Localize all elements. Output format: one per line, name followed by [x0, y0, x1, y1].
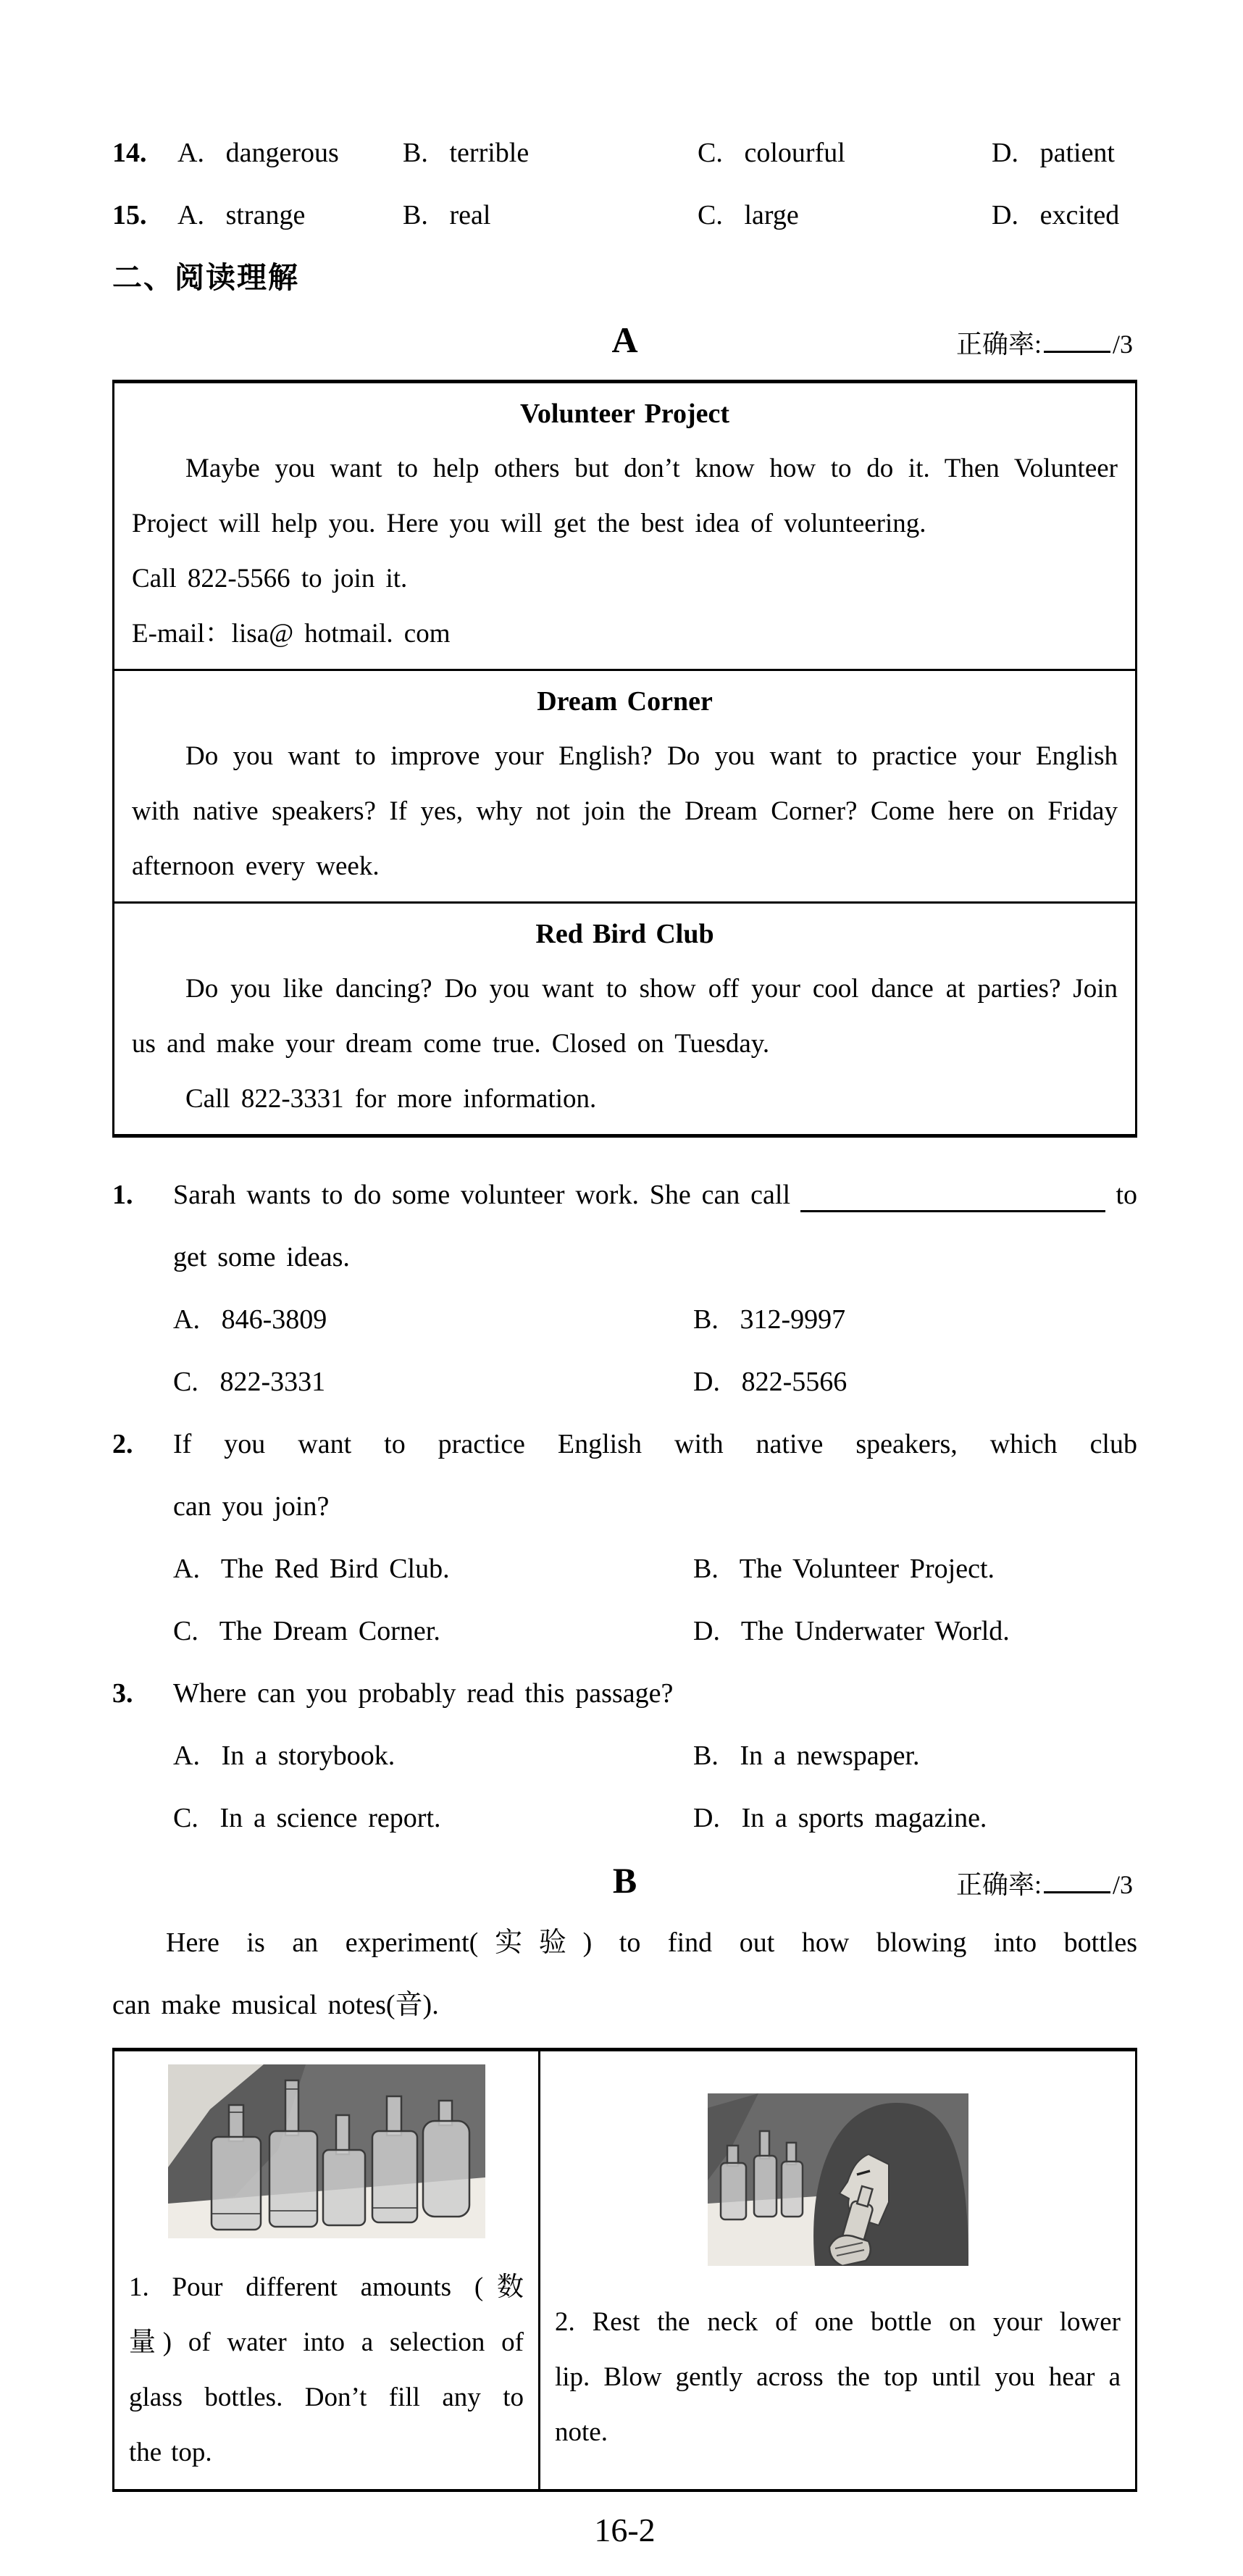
- part-b-accuracy: [956, 1849, 1133, 1916]
- question-line: [173, 1475, 1137, 1538]
- cloze-number: 15.: [112, 200, 147, 230]
- question-list: [112, 1164, 1137, 1849]
- passage-line: us and make your dream come true. Closed on Tuesday.: [132, 1029, 770, 1059]
- cloze-option-a: A. dangerous: [177, 138, 339, 168]
- cloze-number: 14.: [112, 138, 147, 168]
- option-a: A. 846-3809: [173, 1304, 327, 1335]
- bottles-sketch-svg: [168, 2064, 485, 2238]
- accuracy-label: 正确率:: [955, 1870, 1042, 1899]
- instruction-line: glass bottles. Don’t fill any to: [129, 2383, 524, 2412]
- cloze-option-b: B. terrible: [403, 138, 530, 168]
- girl-blowing-bottle-image: [708, 2093, 968, 2266]
- experiment-step-1-cell: [114, 2051, 540, 2489]
- question-text: Sarah wants to do some volunteer work. She can call: [173, 1180, 791, 1210]
- accuracy-label: 正确率:: [955, 330, 1042, 359]
- part-b-label: B: [612, 1860, 637, 1901]
- question-text: If you want to practice English with native speakers, which club: [173, 1429, 1137, 1459]
- part-a-row: [112, 309, 1137, 371]
- experiment-step-2-cell: [540, 2051, 1135, 2489]
- question-line: [112, 1662, 1137, 1725]
- instruction-line: 量) of water into a selection of: [129, 2327, 524, 2357]
- passage-line: Call 822-3331 for more information.: [185, 1084, 597, 1114]
- instruction-line: lip. Blow gently across the top until you hear a: [555, 2362, 1121, 2392]
- question-options: [173, 1600, 1137, 1662]
- part-b-row: [112, 1849, 1137, 1912]
- question-3: [112, 1662, 1137, 1849]
- option-c: C. 822-3331: [173, 1367, 326, 1397]
- passage-title: Red Bird Club: [535, 919, 714, 949]
- option-b: B. 312-9997: [693, 1304, 846, 1335]
- question-line: [173, 1226, 1137, 1288]
- passage-red-bird-club: [114, 901, 1135, 1134]
- option-d: D. In a sports magazine.: [693, 1803, 987, 1833]
- question-text: Where can you probably read this passage?: [173, 1678, 674, 1709]
- option-c: C. The Dream Corner.: [173, 1616, 440, 1646]
- passage-line: afternoon every week.: [132, 851, 380, 881]
- page-number: 16-2: [594, 2512, 656, 2548]
- bottles-image: [168, 2064, 485, 2238]
- passage-box: [112, 380, 1137, 1138]
- experiment-table: [112, 2048, 1137, 2492]
- cloze-row-15: [112, 184, 1137, 246]
- question-2: [112, 1413, 1137, 1662]
- accuracy-total: /3: [1112, 1870, 1133, 1899]
- question-options: [173, 1725, 1137, 1787]
- question-number: 2.: [112, 1429, 133, 1459]
- girl-blowing-bottle-sketch-svg: [708, 2093, 968, 2266]
- cloze-option-d: D. excited: [992, 200, 1120, 230]
- cloze-option-d: D. patient: [992, 138, 1115, 168]
- question-text: to: [1116, 1180, 1137, 1210]
- cloze-option-c: C. colourful: [698, 138, 845, 168]
- question-number: 1.: [112, 1180, 133, 1210]
- passage-line: Do you want to improve your English? Do you want to practice your English: [185, 741, 1118, 771]
- option-a: A. The Red Bird Club.: [173, 1554, 450, 1584]
- experiment-intro-line: Here is an experiment(实验) to find out how blowing into bottles: [166, 1927, 1137, 1958]
- passage-line: Project will help you. Here you will get the best idea of volunteering.: [132, 509, 926, 538]
- question-number: 3.: [112, 1678, 133, 1709]
- passage-line: Call 822-5566 to join it.: [132, 564, 408, 593]
- option-d: D. 822-5566: [693, 1367, 848, 1397]
- passage-line: Do you like dancing? Do you want to show off your cool dance at parties? Join: [185, 974, 1118, 1004]
- option-d: D. The Underwater World.: [693, 1616, 1010, 1646]
- passage-line: E-mail：lisa@ hotmail. com: [132, 619, 451, 649]
- question-line: [112, 1413, 1137, 1475]
- reading-section-heading: 二、阅读理解: [112, 261, 299, 294]
- question-1: [112, 1164, 1137, 1413]
- question-text: get some ideas.: [173, 1242, 350, 1272]
- passage-volunteer-project: [114, 383, 1135, 669]
- option-c: C. In a science report.: [173, 1803, 441, 1833]
- cloze-option-c: C. large: [698, 200, 799, 230]
- answer-blank: [800, 1164, 1105, 1212]
- cloze-option-a: A. strange: [177, 200, 306, 230]
- passage-line: with native speakers? If yes, why not join the Dream Corner? Come here on Friday: [132, 796, 1118, 826]
- passage-title: Dream Corner: [537, 686, 713, 717]
- question-options: [173, 1787, 1137, 1849]
- accuracy-blank: [1044, 309, 1110, 353]
- instruction-line: note.: [555, 2417, 608, 2447]
- instruction-line: 1. Pour different amounts (数: [129, 2272, 524, 2302]
- accuracy-blank: [1044, 1849, 1110, 1893]
- question-text: can you join?: [173, 1491, 330, 1522]
- instruction-line: 2. Rest the neck of one bottle on your lower: [555, 2307, 1121, 2337]
- question-options: [173, 1288, 1137, 1351]
- cloze-option-b: B. real: [403, 200, 491, 230]
- option-b: B. In a newspaper.: [693, 1741, 920, 1771]
- experiment-intro-line: can make musical notes(音).: [112, 1990, 439, 2020]
- part-a-label: A: [611, 320, 638, 360]
- part-a-accuracy: [956, 309, 1133, 375]
- passage-title: Volunteer Project: [519, 399, 730, 429]
- accuracy-total: /3: [1112, 330, 1133, 359]
- instruction-line: the top.: [129, 2438, 212, 2467]
- cloze-row-14: [112, 122, 1137, 184]
- option-b: B. The Volunteer Project.: [693, 1554, 995, 1584]
- option-a: A. In a storybook.: [173, 1741, 396, 1771]
- passage-dream-corner: [114, 669, 1135, 901]
- question-line: [112, 1164, 1137, 1226]
- question-options: [173, 1538, 1137, 1600]
- passage-line: Maybe you want to help others but don’t know how to do it. Then Volunteer: [185, 454, 1118, 483]
- question-options: [173, 1351, 1137, 1413]
